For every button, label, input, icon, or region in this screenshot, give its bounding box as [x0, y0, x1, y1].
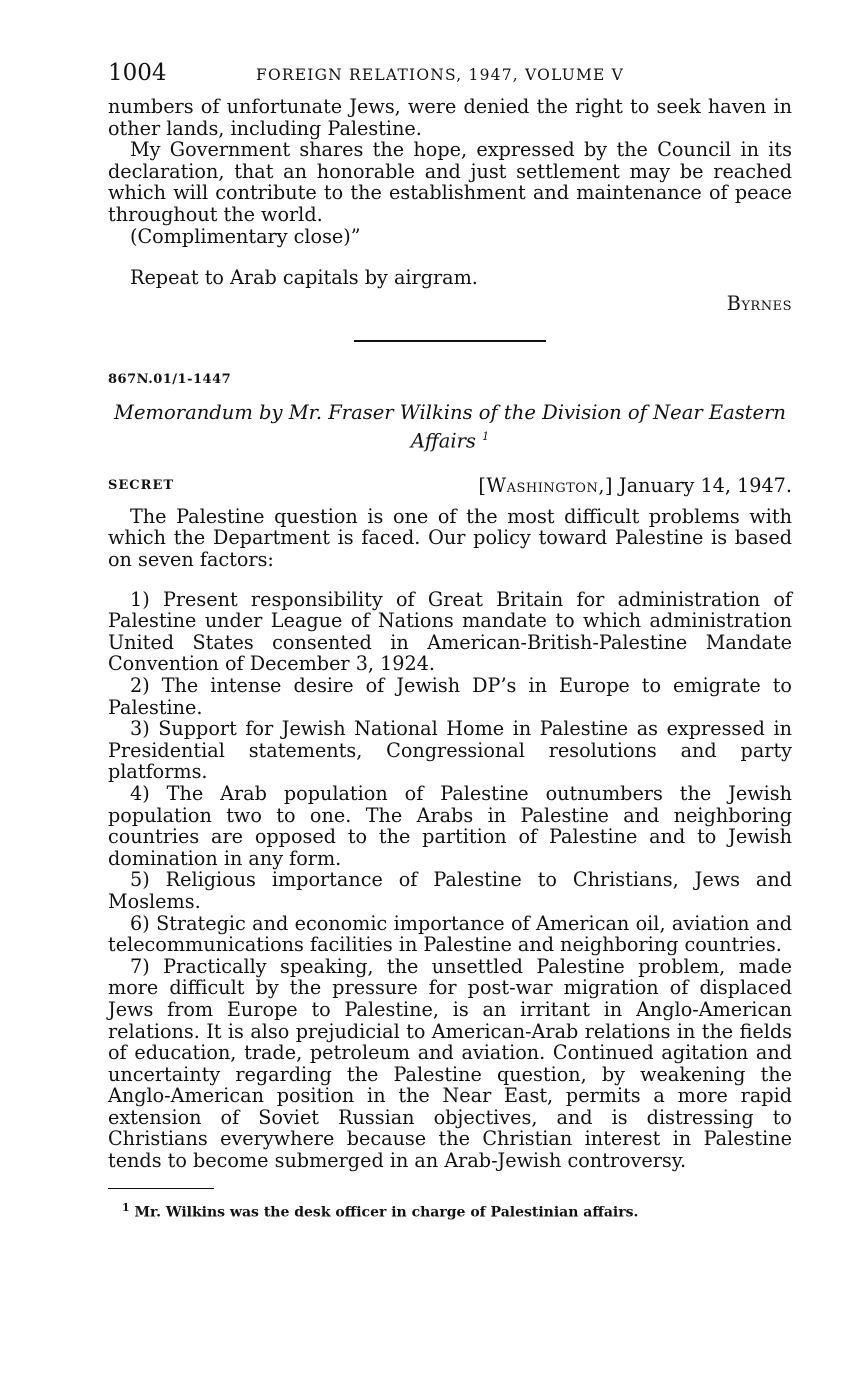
factor-item: 6) Strategic and economic importance of American oil, aviation and telecommunications facilities in Palestine and neighboring countries. — [108, 911, 792, 957]
dateline — [478, 474, 792, 497]
document-id: 867N.01/1-1447 — [108, 372, 232, 388]
document-page — [108, 60, 792, 1221]
section-divider — [354, 340, 546, 342]
memo-meta — [108, 474, 792, 500]
footnote-text: Mr. Wilkins was the desk officer in charge of Palestinian affairs. — [134, 1204, 639, 1221]
running-head: FOREIGN RELATIONS, 1947, VOLUME V — [256, 66, 625, 84]
complimentary-close: (Complimentary close)” — [130, 224, 361, 248]
factor-item: 4) The Arab population of Palestine outnumbers the Jewish population two to one. The Arabs in Palestine and neighboring countries are opposed to the partition of Palestine and to Jewish domination in any form. — [108, 781, 792, 870]
memo-title-main: Memorandum by Mr. Fraser Wilkins of the Division of Near Eastern — [114, 401, 786, 425]
footnote-marker: 1 — [122, 1200, 130, 1214]
repeat-instruction: Repeat to Arab capitals by airgram. — [130, 266, 478, 290]
factor-item: 5) Religious importance of Palestine to Christians, Jews and Moslems. — [108, 868, 792, 913]
page-header — [108, 60, 792, 96]
page-number: 1004 — [108, 60, 167, 86]
factor-list — [108, 589, 792, 1172]
memo-title — [108, 401, 792, 454]
footnote — [108, 1199, 792, 1222]
factor-item: 7) Practically speaking, the unsettled Palestine problem, made more difficult by the pressure for post-war migration of displaced Jews from Europe to Palestine, is an irritant in Anglo-American relations. It is also prejudicial to American-Arab relations in the fields of education, trade, petroleum and aviation. Continued agitation and uncertainty regarding the Palestine question, by weakening the Anglo-American position in the Near East, permits a more rapid extension of Soviet Russian objectives, and is distressing to Christians everywhere because the Christian interest in Palestine tends to become submerged in an Arab-Jewish controversy. — [108, 954, 792, 1173]
factor-item: 3) Support for Jewish National Home in Palestine as expressed in Presidential statements, Congressional resolutions and party platforms. — [108, 717, 792, 784]
factor-item: 1) Present responsibility of Great Britain for administration of Palestine under League of Nations mandate to which administration United States consented in American-British-Palestine Mandate Convention of December 3, 1924. — [108, 587, 792, 676]
dateline-place: [Washington,] — [478, 473, 613, 497]
signature: Byrnes — [726, 291, 792, 315]
memo-intro: The Palestine question is one of the most difficult problems with which the Department is faced. Our policy toward Palestine is based on seven factors: — [108, 504, 792, 572]
title-footnote-marker: 1 — [482, 430, 490, 444]
dateline-date: January 14, 1947. — [619, 473, 792, 497]
memo-title-end: Affairs — [410, 429, 476, 453]
factor-item: 2) The intense desire of Jewish DP’s in Europe to emigrate to Palestine. — [108, 674, 792, 719]
classification-label: SECRET — [108, 477, 175, 493]
continuation-paragraph: numbers of unfortunate Jews, were denied the right to seek haven in other lands, including Palestine. — [108, 95, 792, 140]
government-hope-paragraph: My Government shares the hope, expressed by the Council in its declaration, that an honorable and just settlement may be reached which will contribute to the establishment and maintenance of peace throughout the world. — [108, 138, 792, 226]
footnote-rule — [108, 1188, 214, 1189]
